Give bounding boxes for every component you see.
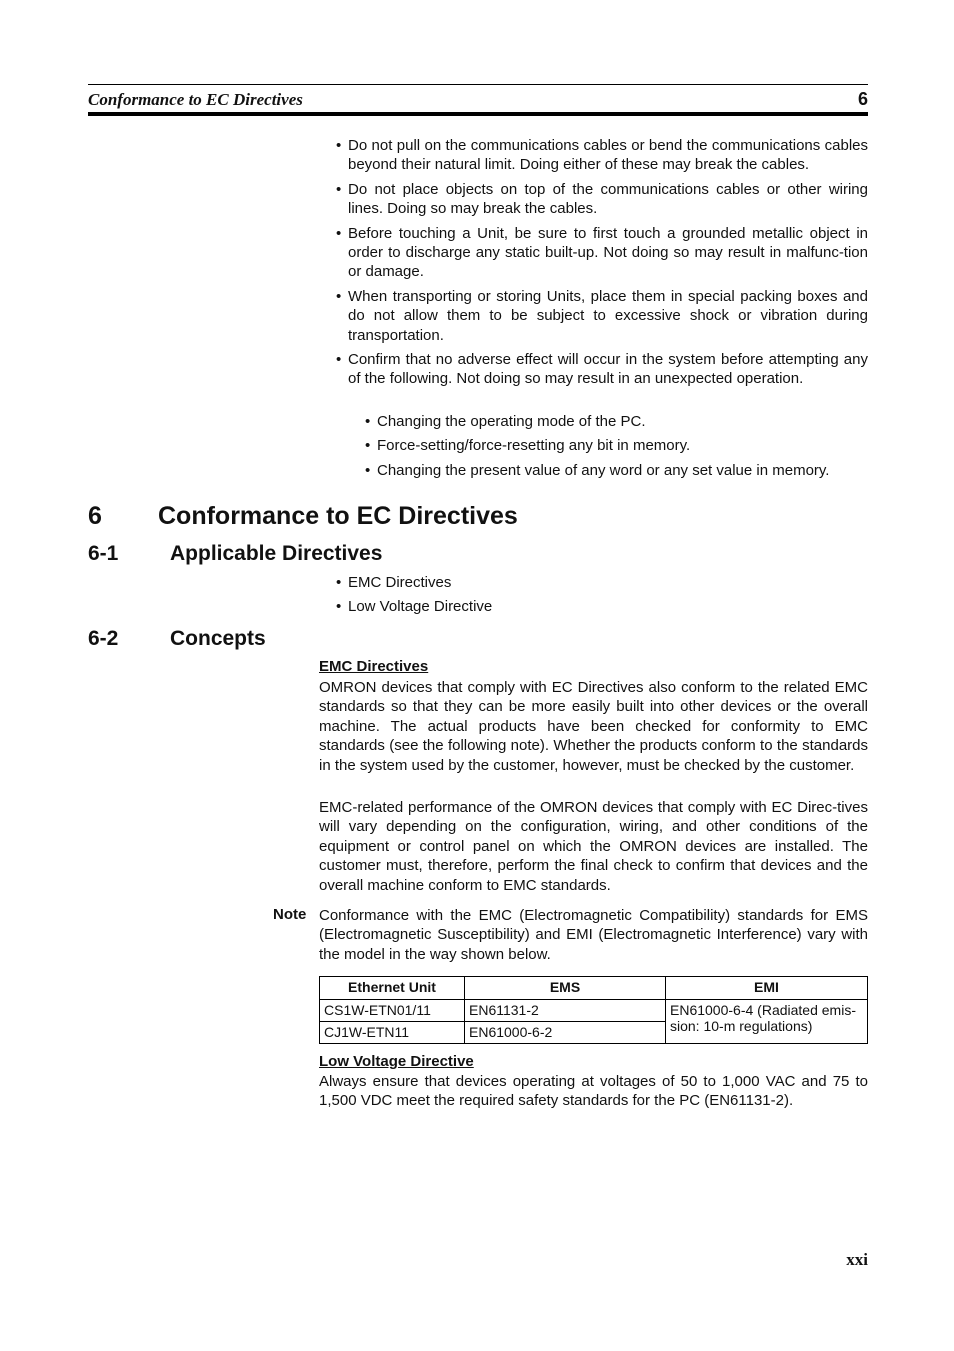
table-cell-emi: EN61000-6-4 (Radiated emis-sion: 10-m regulations): [666, 1000, 868, 1044]
low-voltage-paragraph: Always ensure that devices operating at voltages of 50 to 1,000 VAC and 75 to 1,500 VDC meet the required safety standards for the PC (EN61131-2).: [319, 1073, 868, 1110]
list-item: • Low Voltage Directive: [336, 597, 868, 616]
list-item: • Changing the present value of any word or any set value in memory.: [365, 461, 868, 480]
emc-directives-heading: EMC Directives: [319, 658, 429, 675]
table-cell: CS1W-ETN01/11: [320, 1000, 465, 1022]
table-cell: EN61000-6-2: [465, 1022, 666, 1044]
header-rule-bottom: [88, 112, 868, 116]
table-row: [320, 1000, 868, 1022]
subsection-heading-6-1: [88, 542, 382, 566]
subsection-heading-6-2: [88, 627, 266, 651]
standards-table: [319, 976, 868, 1044]
table-cell: EN61131-2: [465, 1000, 666, 1022]
section-title: Conformance to EC Directives: [158, 502, 518, 530]
emc-paragraph-1: OMRON devices that comply with EC Directives also conform to the related EMC standards so that they can be more easily built into other devices or the overall machine. The actual products have been checked for conformity to EMC standards (see the following note). Whether the products conform to the standards in the system used by the customer, however, must be checked by the customer.: [319, 679, 868, 774]
applicable-directives-list: [336, 573, 868, 622]
subsection-number: 6-2: [88, 627, 119, 650]
emc-paragraph-2: EMC-related performance of the OMRON devices that comply with EC Direc-tives will vary depending on the configuration, wiring, and other conditions of the equipment or control panel on which the OMRON devices are installed. The customer must, therefore, perform the final check to confirm that devices and the overall machine conform to EMC standards.: [319, 799, 868, 894]
list-item: • Before touching a Unit, be sure to first touch a grounded metallic object in order to discharge any static built-up. Not doing so may result in malfunc-tion or damage.: [336, 224, 868, 282]
note-text: Conformance with the EMC (Electromagnetic Compatibility) standards for EMS (Electromagnetic Susceptibility) and EMI (Electromagnetic Interference) vary with the model in the way shown below.: [319, 907, 868, 963]
running-header-section-number: 6: [857, 89, 868, 109]
column-header: EMI: [666, 977, 868, 1000]
table-header-row: [320, 977, 868, 1000]
list-item: • Confirm that no adverse effect will occur in the system before attempting any of the following. Not doing so may result in an unexpected operation.: [336, 350, 868, 389]
list-item: • Force-setting/force-resetting any bit in memory.: [365, 436, 868, 455]
list-item: • When transporting or storing Units, place them in special packing boxes and do not allow them to be subject to excessive shock or vibration during transportation.: [336, 287, 868, 345]
running-header-title: Conformance to EC Directives: [88, 90, 303, 109]
list-item: • EMC Directives: [336, 573, 868, 592]
list-item: • Do not pull on the communications cables or bend the communications cables beyond their natural limit. Doing either of these may break the cables.: [336, 136, 868, 175]
low-voltage-directive-heading: Low Voltage Directive: [319, 1053, 474, 1070]
page-number: xxi: [846, 1250, 868, 1269]
section-heading: [88, 502, 518, 531]
list-item: • Do not place objects on top of the communications cables or other wiring lines. Doing so may break the cables.: [336, 180, 868, 219]
note-label: Note: [273, 906, 307, 923]
precautions-list: [336, 136, 868, 394]
section-number: 6: [88, 502, 102, 530]
subsection-number: 6-1: [88, 542, 119, 565]
column-header: Ethernet Unit: [320, 977, 465, 1000]
list-item: • Changing the operating mode of the PC.: [365, 412, 868, 431]
header-rule-top: [88, 84, 868, 85]
subsection-title: Concepts: [170, 627, 266, 650]
subsection-title: Applicable Directives: [170, 542, 383, 565]
table-cell: CJ1W-ETN11: [320, 1022, 465, 1044]
sub-precautions-list: [365, 412, 868, 485]
column-header: EMS: [465, 977, 666, 1000]
